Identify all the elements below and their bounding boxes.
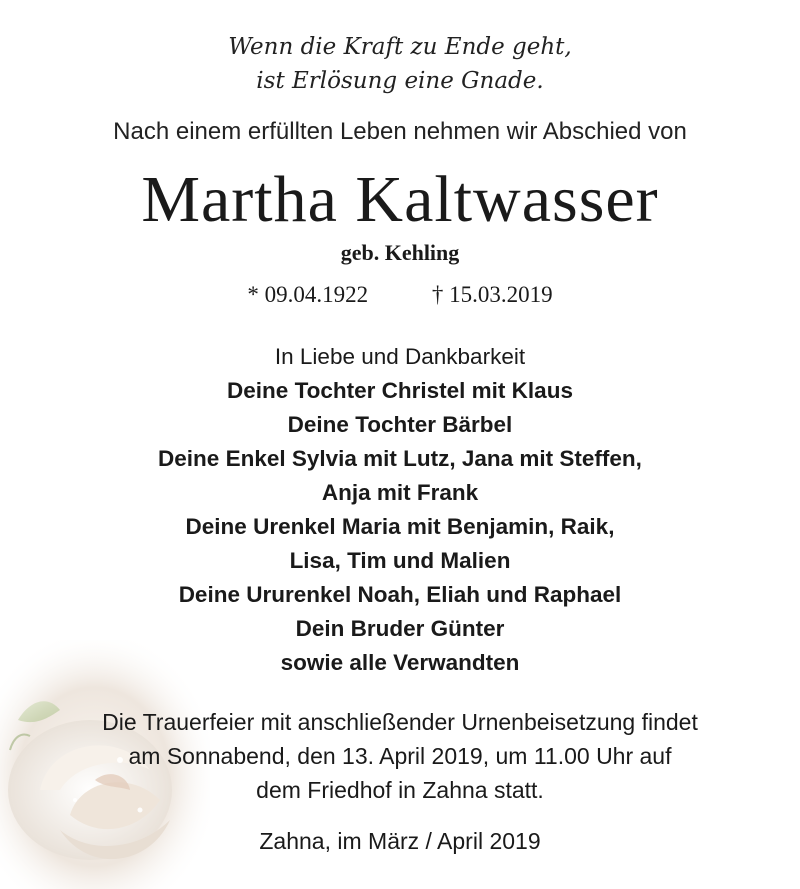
mourners-list	[0, 340, 800, 680]
motto-line-2: ist Erlösung eine Gnade.	[256, 68, 544, 94]
birth-name: geb. Kehling	[340, 240, 460, 265]
intro-text: Nach einem erfüllten Leben nehmen wir Abschied von	[113, 118, 687, 145]
mourner-line: Anja mit Frank	[321, 480, 479, 505]
death-date: † 15.03.2019	[431, 282, 553, 307]
mourner-line: Lisa, Tim und Malien	[289, 548, 511, 573]
mourner-line: Dein Bruder Günter	[295, 616, 505, 641]
mourner-line: Deine Enkel Sylvia mit Lutz, Jana mit Steffen,	[158, 446, 642, 471]
motto-line-1: Wenn die Kraft zu Ende geht,	[228, 34, 572, 60]
mourners-lead: In Liebe und Dankbarkeit	[274, 344, 526, 369]
mourner-line: Deine Urenkel Maria mit Benjamin, Raik,	[185, 514, 615, 539]
ceremony-line: dem Friedhof in Zahna statt.	[256, 777, 544, 803]
deceased-name: Martha Kaltwasser	[141, 163, 659, 236]
mourner-line: Deine Ururenkel Noah, Eliah und Raphael	[178, 582, 622, 607]
place-date: Zahna, im März / April 2019	[259, 828, 541, 854]
mourner-line: Deine Tochter Bärbel	[287, 412, 513, 437]
birth-date: * 09.04.1922	[247, 282, 369, 307]
ceremony-line: am Sonnabend, den 13. April 2019, um 11.00 Uhr auf	[128, 743, 672, 769]
ceremony-line: Die Trauerfeier mit anschließender Urnenbeisetzung findet	[102, 709, 698, 735]
mourner-line: Deine Tochter Christel mit Klaus	[227, 378, 573, 403]
ceremony-info	[0, 705, 800, 807]
life-dates	[0, 282, 800, 308]
mourner-line: sowie alle Verwandten	[280, 650, 520, 675]
